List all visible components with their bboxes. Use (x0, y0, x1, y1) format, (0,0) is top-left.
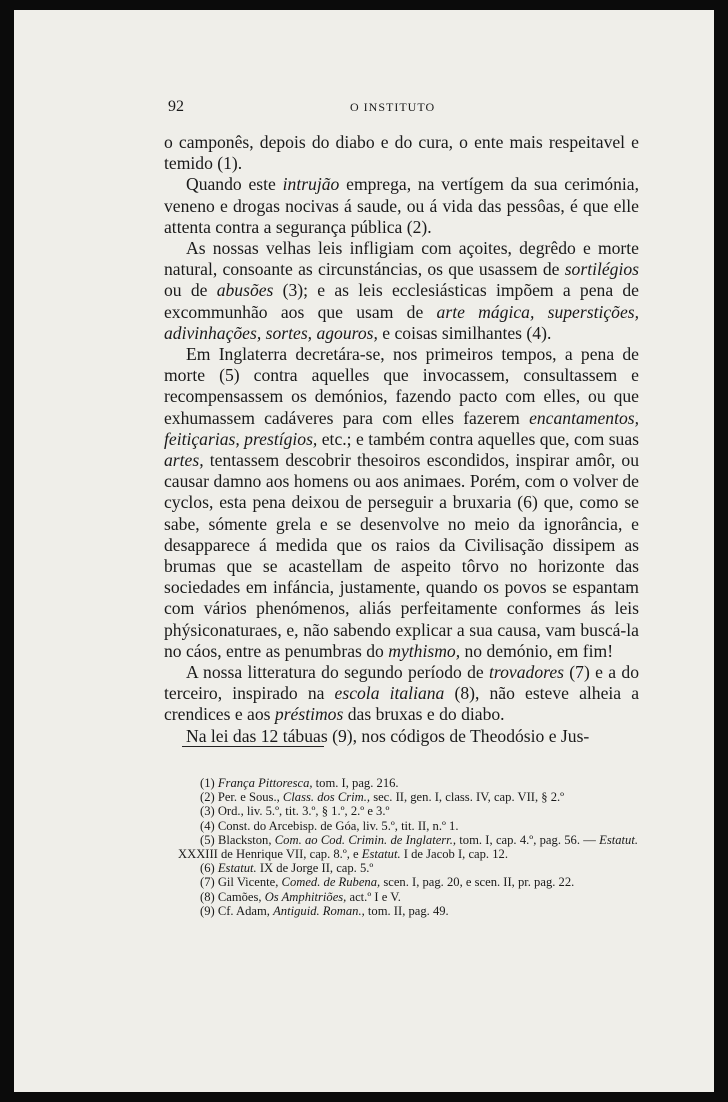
footnote (178, 833, 638, 861)
text-run: no demónio, em fim! (460, 640, 614, 661)
text-run: tom. II, pag. 49. (364, 903, 449, 918)
italic-text: Estatut. (217, 861, 257, 876)
italic-text: intrujão (282, 174, 340, 195)
italic-text: Class. dos Crim., (282, 790, 371, 805)
paragraph (164, 662, 639, 726)
italic-text: préstimos (274, 704, 344, 725)
paragraph (164, 132, 639, 174)
running-head (168, 90, 638, 120)
text-run: act.º I e V. (346, 889, 401, 904)
text-run: A nossa litteratura do segundo período de (186, 662, 490, 683)
text-run: ou de (164, 280, 217, 301)
footnote (178, 861, 638, 875)
italic-text: arte mágica, superstições, adivinhações, sortes, agouros, (164, 301, 640, 343)
body-text (164, 132, 639, 747)
text-run: (4) Const. do Arcebisp. de Góa, liv. 5.º, tit. II, n.º 1. (200, 818, 459, 833)
text-run: As nossas velhas leis infligiam com açoites, degrêdo e morte natural, consoante as circunstáncias, os que usassem de (164, 238, 639, 280)
footnote (178, 875, 638, 889)
text-run: etc.; e também contra aquelles que, com suas (317, 428, 639, 449)
footnote (178, 776, 638, 790)
text-run: Em Inglaterra decretára-se, nos primeiros tempos, a pena de morte (5) contra aquelles que invocassem, consultassem e recompensassem os demónios, fazendo pacto com elles, ou que exhumassem cadáveres para com elles fazerem (164, 344, 639, 428)
italic-text: artes, (164, 450, 204, 471)
italic-text: encantamentos, feitiçarias, prestígios, (164, 407, 639, 449)
text-run: Quando este (186, 174, 283, 195)
italic-text: abusões (216, 280, 274, 301)
italic-text: Antiguid. Roman., (273, 903, 365, 918)
italic-text: trovadores (489, 662, 564, 683)
italic-text: escola italiana (334, 683, 445, 704)
text-run: tom. I, pag. 216. (312, 776, 399, 790)
italic-text: mythismo, (388, 640, 461, 661)
text-run: (7) e a do terceiro, inspirado na (164, 662, 639, 704)
paragraph (164, 726, 639, 747)
text-run: (3) Ord., liv. 5.º, tit. 3.º, § 1.º, 2.º e 3.º (200, 804, 390, 819)
footnote (178, 819, 638, 833)
text-run: (5) Blackston, (200, 832, 275, 847)
text-run: Na lei das 12 tábuas (9), nos códigos de Theodósio e Jus- (186, 725, 590, 746)
text-run: I de Jacob I, cap. 12. (400, 847, 508, 862)
text-run: tom. I, cap. 4.º, pag. 56. — (456, 832, 600, 847)
text-run: das bruxas e do diabo. (343, 704, 505, 725)
italic-text: Com. ao Cod. Crimin. de Inglaterr., (274, 832, 456, 847)
italic-text: Comed. de Rubena, (281, 875, 381, 890)
text-run: (3); e as leis ecclesiásticas impõem a pena de excommunhão aos que usam de (164, 280, 639, 322)
footnote (178, 890, 638, 904)
text-run: emprega, na vertígem da sua cerimónia, veneno e drogas nocivas á saude, ou á vida das pessôas, é que elle attenta contra a segurança pública (2). (164, 174, 639, 237)
text-run: (9) Cf. Adam, (200, 903, 274, 918)
text-run: (8), não esteve alheia a crendices e aos (164, 683, 640, 725)
paragraph (164, 344, 639, 662)
text-run: e coisas similhantes (4). (377, 322, 552, 343)
text-run: (1) (200, 776, 218, 790)
text-run: (7) Gil Vicente, (200, 875, 282, 890)
italic-text: Os Amphitriões, (264, 889, 347, 904)
journal-title: O INSTITUTO (350, 100, 436, 114)
text-run: XXXIII de Henrique VII, cap. 8.º, e (178, 847, 362, 862)
footnote-rule (182, 746, 324, 747)
footnote (178, 804, 638, 818)
footnote (178, 790, 638, 804)
italic-text: Estatut. (599, 832, 639, 847)
footnote (178, 904, 638, 918)
italic-text: sortilégios (564, 259, 639, 280)
text-run: sec. II, gen. I, class. IV, cap. VII, § 2.º (370, 790, 565, 805)
text-run: (8) Camões, (200, 889, 265, 904)
text-run: IX de Jorge II, cap. 5.º (256, 861, 374, 876)
text-run: tentassem descobrir thesoiros escondidos, inspirar amôr, ou causar damno aos homens ou aos animaes. Porém, com o volver de cyclos, esta pena deixou de perseguir a bruxaria (6) que, como se sabe, sómente grela e se desenvolve no meio da ignorância, e desapparece á medida que os raios da Civilisação dissipem as brumas que se acastellam de aspeito tôrvo no horizonte das sociedades em infáncia, justamente, quando os povos se espantam com vários phenómenos, aliás perfeitamente conformes ás leis phýsiconaturaes, e, não sabendo explicar a sua causa, vam buscá-la no cáos, entre as penumbras do (164, 450, 639, 661)
footnotes (178, 776, 638, 918)
text-run: (2) Per. e Sous., (200, 790, 283, 805)
page-number: 92 (168, 98, 184, 115)
text-run: scen. I, pag. 20, e scen. II, pr. pag. 22. (380, 875, 575, 890)
paragraph (164, 238, 639, 344)
book-page (14, 10, 714, 1092)
italic-text: Estatut. (361, 847, 401, 862)
paragraph (164, 174, 639, 238)
italic-text: França Pittoresca, (217, 776, 313, 790)
text-run: o camponês, depois do diabo e do cura, o ente mais respeitavel e temido (1). (164, 132, 639, 174)
text-run: (6) (200, 861, 218, 876)
